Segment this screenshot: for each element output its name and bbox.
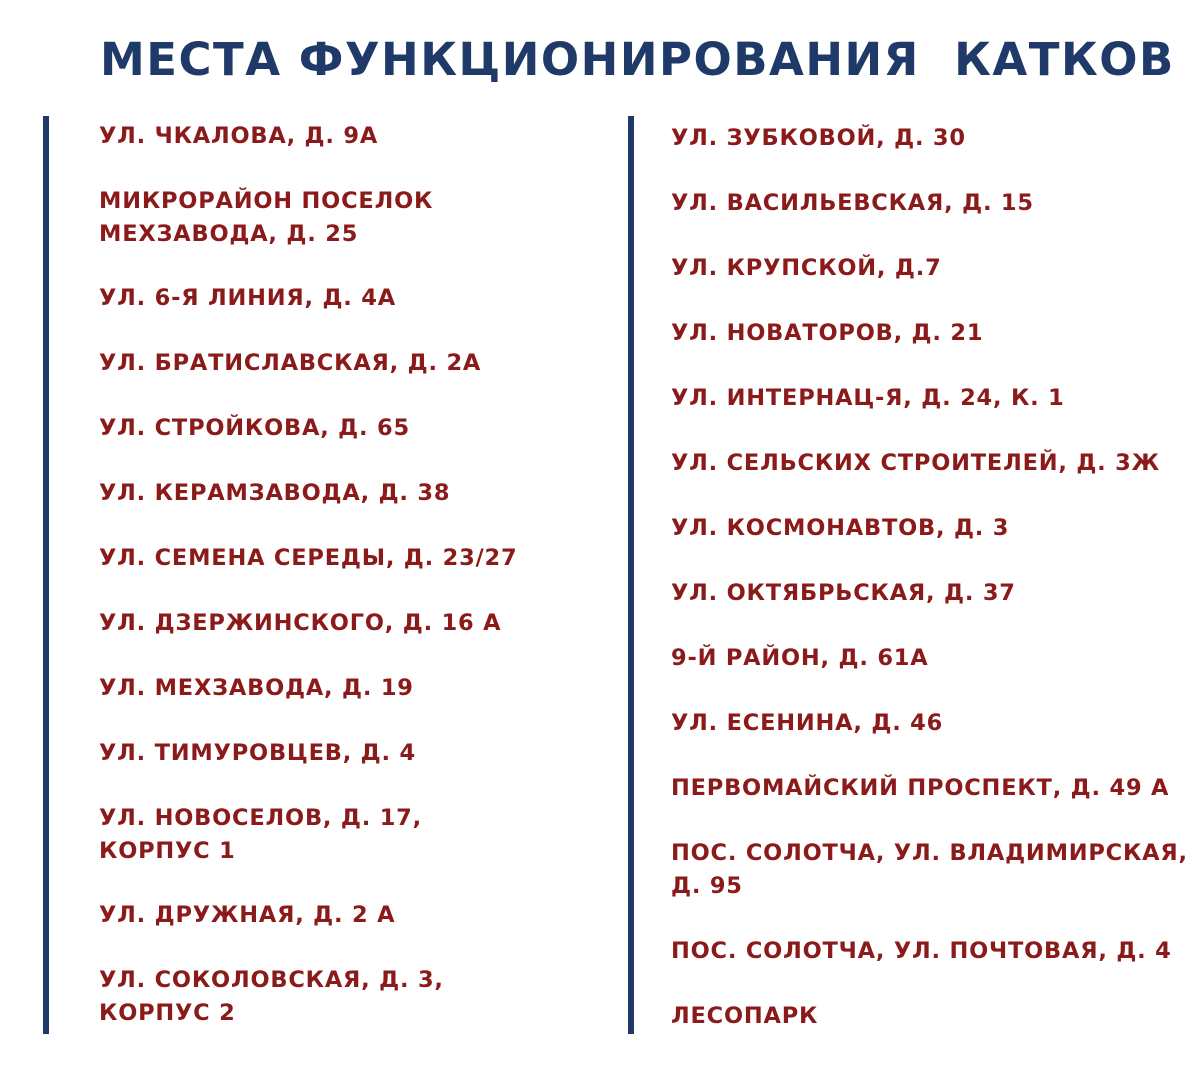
right-column-divider (628, 116, 634, 1034)
page-title: МЕСТА ФУНКЦИОНИРОВАНИЯ КАТКОВ (100, 33, 1175, 86)
address-item: УЛ. СЕЛЬСКИХ СТРОИТЕЛЕЙ, Д. 3Ж (671, 450, 1160, 476)
address-item: УЛ. КЕРАМЗАВОДА, Д. 38 (99, 480, 451, 506)
address-item: УЛ. ДРУЖНАЯ, Д. 2 А (99, 902, 396, 928)
address-item: УЛ. НОВОСЕЛОВ, Д. 17, КОРПУС 1 (99, 805, 422, 864)
address-item: УЛ. КРУПСКОЙ, Д.7 (671, 255, 942, 281)
right-address-list (671, 122, 1191, 1065)
address-item: ПОС. СОЛОТЧА, УЛ. ВЛАДИМИРСКАЯ, Д. 95 (671, 840, 1188, 899)
address-item: УЛ. ТИМУРОВЦЕВ, Д. 4 (99, 740, 416, 766)
address-item: 9-Й РАЙОН, Д. 61А (671, 645, 929, 671)
address-item: ЛЕСОПАРК (671, 1003, 819, 1029)
address-item: УЛ. КОСМОНАВТОВ, Д. 3 (671, 515, 1010, 541)
address-item: УЛ. ЧКАЛОВА, Д. 9А (99, 123, 379, 149)
left-address-list (99, 120, 609, 1061)
address-item: УЛ. СОКОЛОВСКАЯ, Д. 3, КОРПУС 2 (99, 967, 444, 1026)
address-item: УЛ. ВАСИЛЬЕВСКАЯ, Д. 15 (671, 190, 1034, 216)
address-item: ПЕРВОМАЙСКИЙ ПРОСПЕКТ, Д. 49 А (671, 775, 1170, 801)
address-item: УЛ. МЕХЗАВОДА, Д. 19 (99, 675, 414, 701)
address-item: УЛ. ОКТЯБРЬСКАЯ, Д. 37 (671, 580, 1016, 606)
address-item: УЛ. СТРОЙКОВА, Д. 65 (99, 415, 410, 441)
address-item: УЛ. ЗУБКОВОЙ, Д. 30 (671, 125, 966, 151)
address-item: УЛ. 6-Я ЛИНИЯ, Д. 4А (99, 285, 396, 311)
address-item: УЛ. СЕМЕНА СЕРЕДЫ, Д. 23/27 (99, 545, 518, 571)
address-item: МИКРОРАЙОН ПОСЕЛОК МЕХЗАВОДА, Д. 25 (99, 188, 434, 247)
address-item: ПОС. СОЛОТЧА, УЛ. ПОЧТОВАЯ, Д. 4 (671, 938, 1172, 964)
address-item: УЛ. ИНТЕРНАЦ-Я, Д. 24, К. 1 (671, 385, 1065, 411)
left-column-divider (43, 116, 49, 1034)
address-item: УЛ. ДЗЕРЖИНСКОГО, Д. 16 А (99, 610, 502, 636)
address-item: УЛ. БРАТИСЛАВСКАЯ, Д. 2А (99, 350, 482, 376)
address-item: УЛ. ЕСЕНИНА, Д. 46 (671, 710, 944, 736)
address-item: УЛ. НОВАТОРОВ, Д. 21 (671, 320, 984, 346)
